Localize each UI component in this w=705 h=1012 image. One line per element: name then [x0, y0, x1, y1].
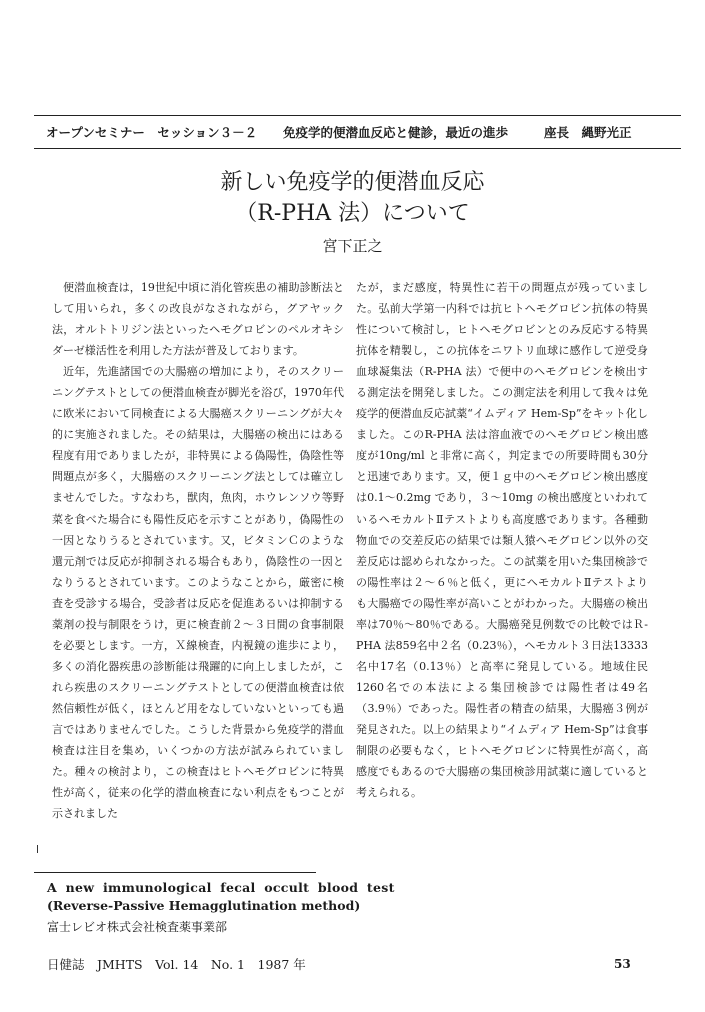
page-number: 53 — [614, 957, 631, 971]
footnote-rule — [34, 872, 316, 873]
journal-citation: 日健誌 JMHTS Vol. 14 No. 1 1987 年 — [47, 957, 306, 972]
article-author: 宮下正之 — [322, 237, 383, 255]
body-paragraph: たが，まだ感度，特異性に若干の問題点が残っていました。弘前大学第一内科では抗ヒトヘモグロビン抗体の特異性について検討し，ヒトヘモグロビンとのみ反応する特異抗体を精製し，この抗体をニワトリ血球に感作して逆受身血球凝集法（R-PHA 法）で便中のヘモグロビンを検出する測定法を開発しました。この測定法を利用して我々は免疫学的便潜血反応試薬“イムディア Hem-Sp”をキット化しました。このR-PHA 法は溶血液でのヘモグロビン検出感度が10ng/ml と非常に高く，判定までの所要時間も30分と迅速であります。又，便１ｇ中のヘモグロビン検出感度は0.1～0.2mg であり，３～10mg の検出感度といわれているヘモカルトⅡテストよりも高度感であります。各種動物血での交差反応の結果では類人猿ヘモグロビン以外の交差反応は認められなかった。この試薬を用いた集団検診での陽性率は２～６％と低く，更にヘモカルトⅡテストよりも大腸癌での陽性率が高いことがわかった。大腸癌の検出率は70％～80％である。大腸癌発見例数での比較ではＲ-PHA 法859名中２名（0.23％），ヘモカルト３日法13333名中17名（0.13％）と高率に発見している。地域住民1260名での本法による集団検診では陽性者は49名（3.9％）であった。陽性者の精査の結果，大腸癌３例が発見された。以上の結果より“イムディア Hem-Sp”は食事制限の必要もなく，ヒトヘモグロビンに特異性が高く，高感度でもあるので大腸癌の集団検診用試薬に適していると考えられる。 — [356, 281, 648, 800]
article-title-line-1: 新しい免疫学的便潜血反応 — [220, 170, 485, 195]
header-rule-bottom — [34, 148, 681, 149]
header-rule-top — [34, 115, 681, 116]
english-title-line-1: A new immunological fecal occult blood test — [47, 880, 395, 895]
session-theme: 免疫学的便潜血反応と健診，最近の進歩 — [283, 125, 509, 140]
body-paragraph: 便潜血検査は，19世紀中頃に消化管疾患の補助診断法として用いられ，多くの改良がなされながら，グアヤック法，オルトトリジン法といったヘモグロビンのペルオキシダーゼ様活性を利用した方法が普及しております。 — [52, 281, 344, 358]
english-title-line-2: (Reverse-Passive Hemagglutination method) — [47, 898, 361, 913]
margin-mark — [37, 845, 38, 853]
article-title-line-2: （R-PHA 法）について — [235, 201, 470, 226]
body-paragraph: 近年，先進諸国での大腸癌の増加により，そのスクリーニングテストとしての便潜血検査が脚光を浴び，1970年代に欧米において同検査による大腸癌スクリーニングが大々的に実施されました。その結果は，大腸癌の検出にはある程度有用でありましたが，非特異による偽陽性，偽陰性等問題点が多く，大腸癌のスクリーニング法としては確立しませんでした。すなわち，獣肉，魚肉，ホウレンソウ等野菜を食べた場合にも陽性反応を示すことがあり，偽陽性の一因となりうるとされています。又，ビタミンＣのような還元剤では反応が抑制される場合もあり，偽陰性の一因となりうるとされています。このようなことから，厳密に検査を受診する場合，受診者は反応を促進あるいは抑制する薬剤の投与制限をうけ，更に検査前２～３日間の食事制限を必要とします。一方，Ｘ線検査，内視鏡の進歩により，多くの消化器疾患の診断能は飛躍的に向上しましたが，これら疾患のスクリーニングテストとしての便潜血検査は依然信頼性が低く，ほとんど用をなしていないといっても過言ではありませんでした。こうした背景から免疫学的潜血検査は注目を集め，いくつかの方法が試みられていました。種々の検討より，この検査はヒトヘモグロビンに特異性が高く，従来の化学的潜血検査にない利点をもつことが示されました — [52, 365, 344, 821]
body-column-right — [356, 277, 648, 803]
body-column-left — [52, 277, 344, 824]
session-label: オープンセミナー セッション３－２ — [46, 125, 258, 140]
chair-name: 座長 縄野光正 — [544, 125, 632, 140]
author-affiliation: 富士レビオ株式会社検査薬事業部 — [47, 920, 228, 934]
